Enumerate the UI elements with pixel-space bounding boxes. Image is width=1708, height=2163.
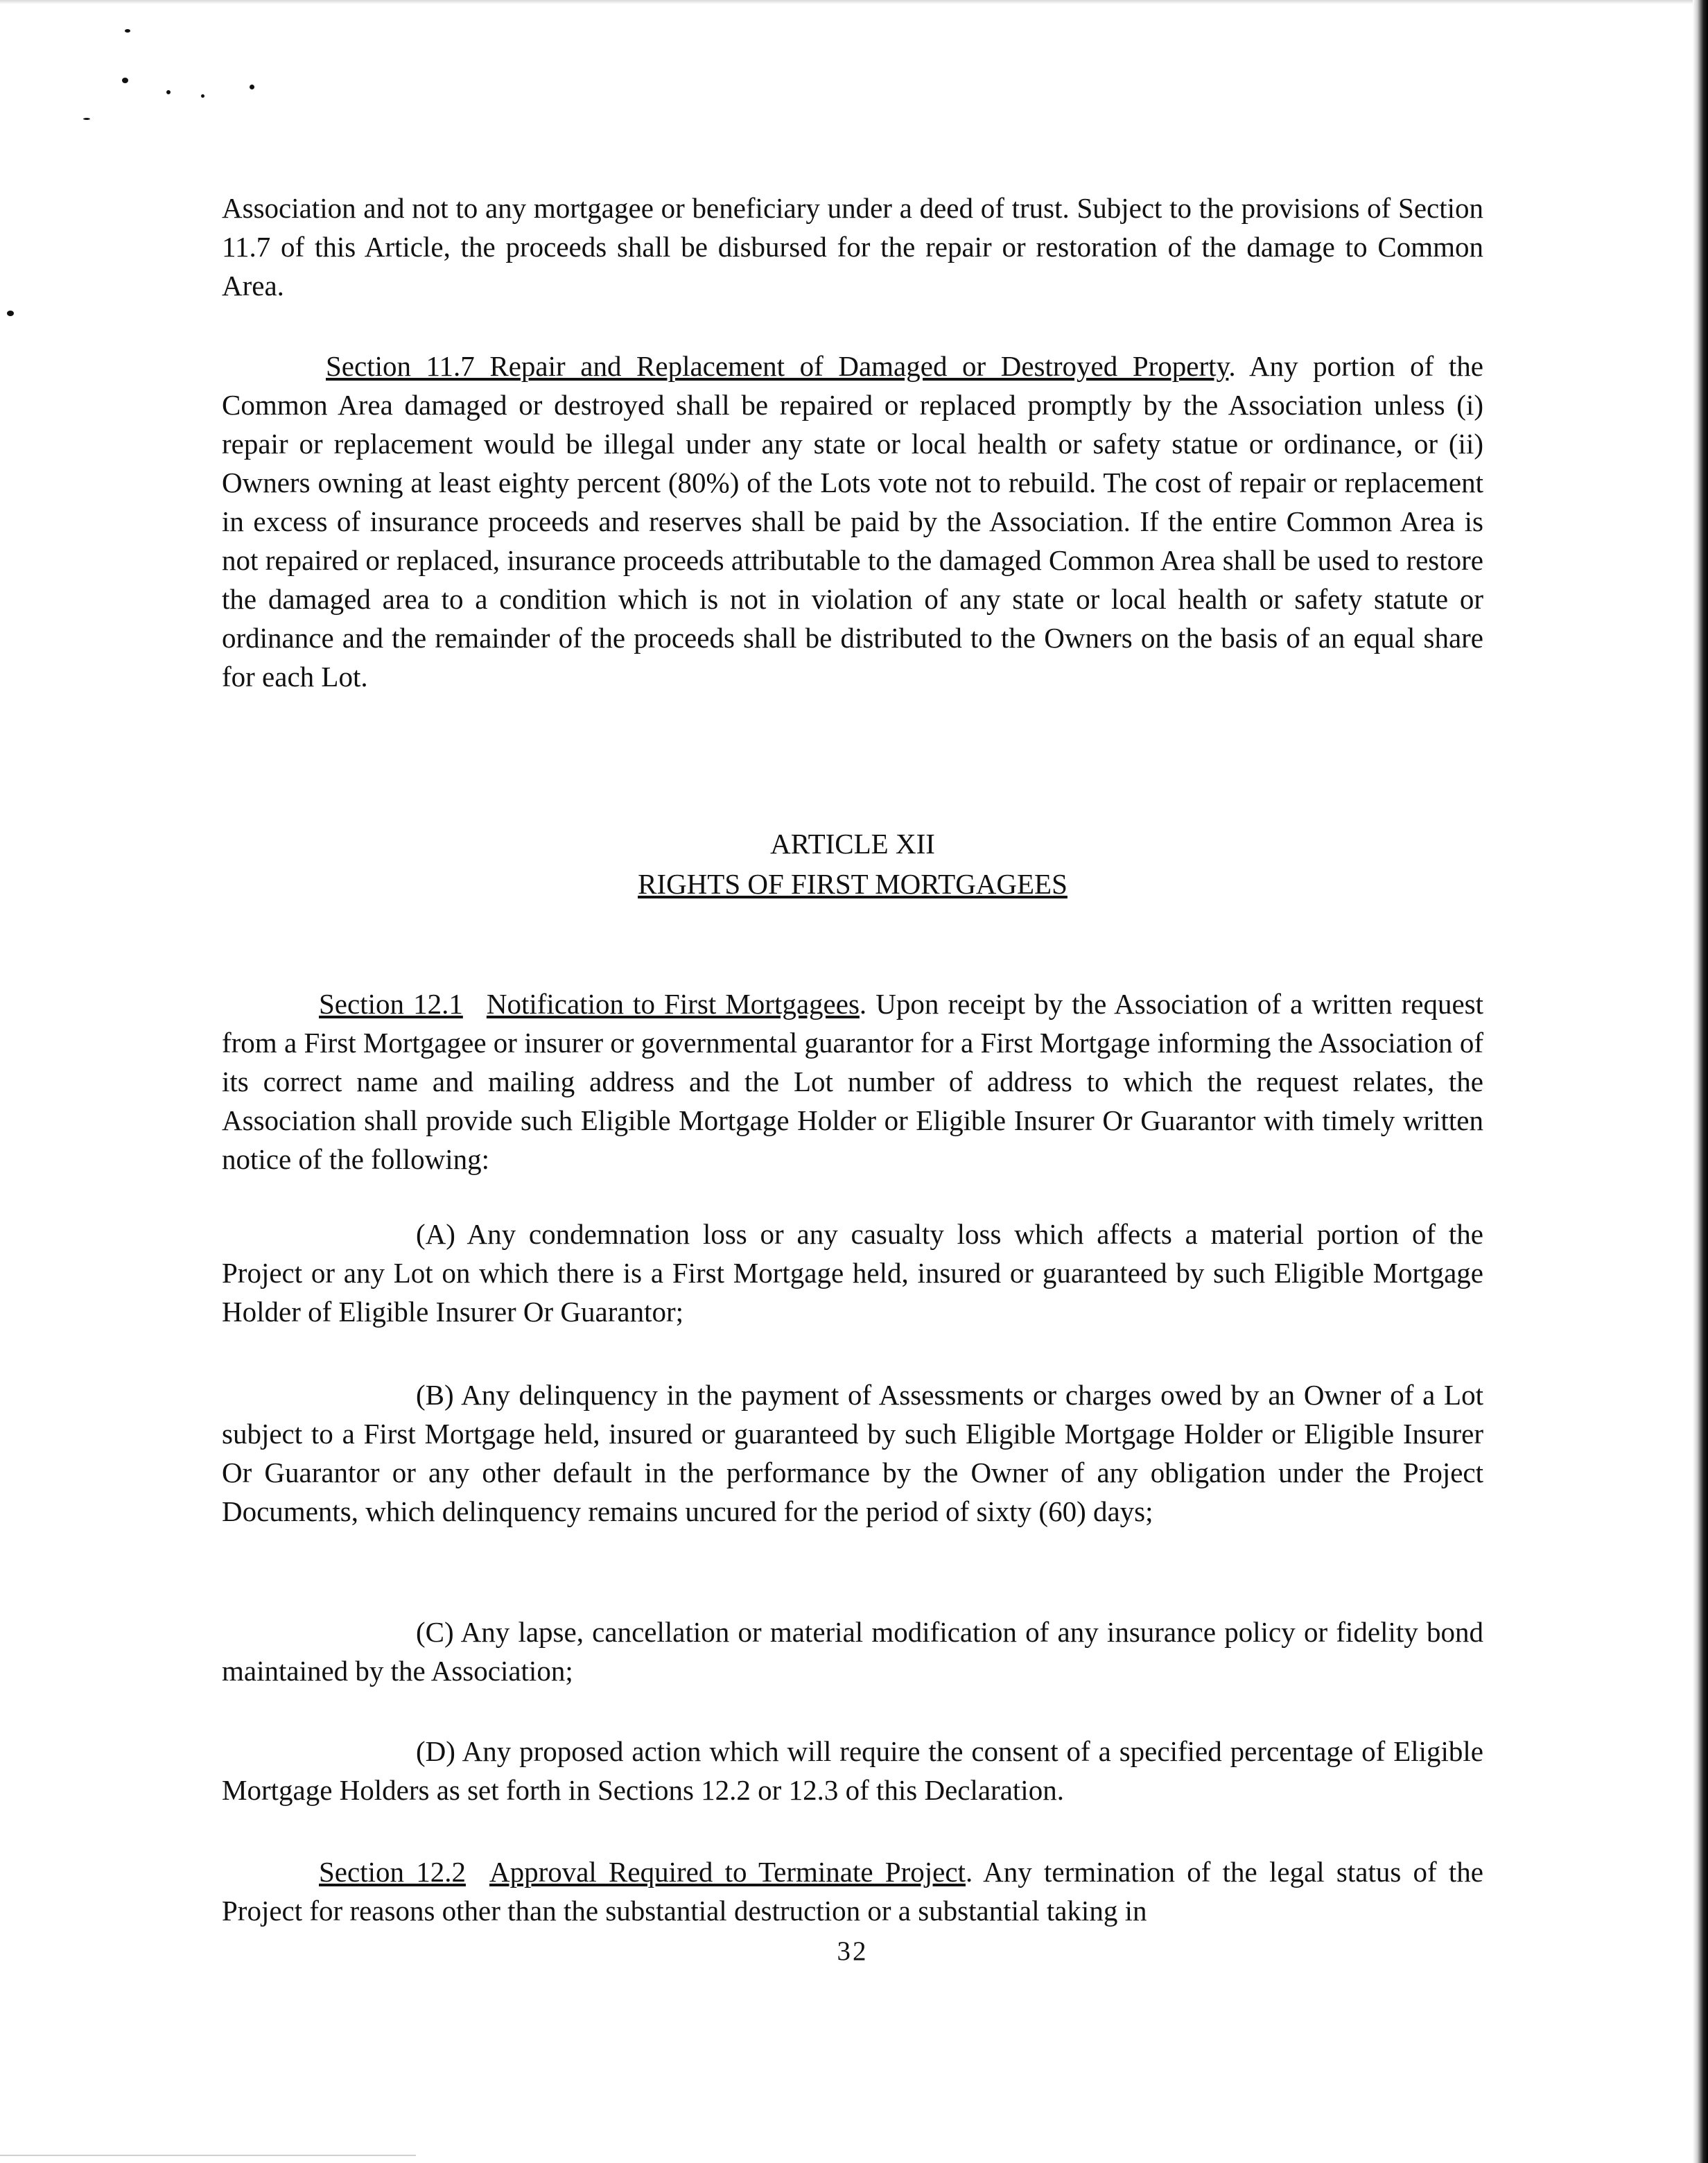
scan-speck [7,311,14,316]
article-title: RIGHTS OF FIRST MORTGAGEES [638,868,1068,900]
scan-speck [83,118,90,120]
section-12-2-paragraph [222,1852,1483,1930]
scan-bottom-rule [0,2155,416,2156]
section-12-2-title: Approval Required to Terminate Project [489,1856,966,1888]
list-item-d: (D) Any proposed action which will require the consent of a specified percentage of Eligible Mortgage Holders as set forth in Sections 12.2 or 12.3 of this Declaration. [222,1735,1483,1806]
section-12-1-title: Notification to First Mortgagees [486,988,860,1020]
scan-speck [201,94,204,98]
article-number: ARTICLE XII [770,828,935,860]
scan-speck [125,29,130,33]
page-number: 32 [837,1936,869,1966]
section-11-7-paragraph [222,347,1483,696]
scan-speck [166,90,171,94]
scan-speck [122,78,128,83]
list-item-b: (B) Any delinquency in the payment of Assessments or charges owed by an Owner of a Lot subject to a First Mortgage held, insured or guaranteed by such Eligible Mortgage Holder or Eligible Insurer Or Guarantor or any other default in the performance by the Owner of any obligation under the Project Documents, which delinquency remains uncured for the period of sixty (60) days; [222,1379,1483,1527]
scan-speck [250,85,254,89]
scan-right-edge [1693,0,1708,2163]
section-12-1-number: Section 12.1 [319,988,463,1020]
scan-top-edge [0,0,1708,4]
section-11-7-body: . Any portion of the Common Area damaged or destroyed shall be repaired or replaced promptly by the Association unless (i) repair or replacement would be illegal under any state or local health or safety statue or ordinance, or (ii) Owners owning at least eighty percent (80%) of the Lots vote not to rebuild. The cost of repair or replacement in excess of insurance proceeds and reserves shall be paid by the Association. If the entire Common Area is not repaired or replaced, insurance proceeds attributable to the damaged Common Area shall be used to restore the damaged area to a condition which is not in violation of any state or local health or safety statute or ordinance and the remainder of the proceeds shall be distributed to the Owners on the basis of an equal share for each Lot. [222,350,1483,693]
section-12-1-body: . Upon receipt by the Association of a written request from a First Mortgagee or insurer or governmental guarantor for a First Mortgage informing the Association of its correct name and mailing address and the Lot number of address to which the request relates, the Association shall provide such Eligible Mortgage Holder or Eligible Insurer Or Guarantor with timely written notice of the following: [222,988,1484,1175]
continuation-paragraph: Association and not to any mortgagee or beneficiary under a deed of trust. Subject to the provisions of Section 11.7 of this Article, the proceeds shall be disbursed for the repair or restoration of the damage to Common Area. [222,192,1483,302]
list-item-c: (C) Any lapse, cancellation or material modification of any insurance policy or fidelity bond maintained by the Association; [222,1616,1483,1687]
list-item-a: (A) Any condemnation loss or any casualty loss which affects a material portion of the Project or any Lot on which there is a First Mortgage held, insured or guaranteed by such Eligible Mortgage Holder of Eligible Insurer Or Guarantor; [222,1218,1483,1328]
section-12-1-paragraph [222,984,1483,1179]
article-heading [222,824,1483,904]
section-12-2-body: . Any termination of the legal status of the Project for reasons other than the substantial destruction or a substantial taking in [222,1856,1484,1927]
section-12-2-number: Section 12.2 [319,1856,466,1888]
section-11-7-heading: Section 11.7 Repair and Replacement of Damaged or Destroyed Property [326,350,1229,382]
